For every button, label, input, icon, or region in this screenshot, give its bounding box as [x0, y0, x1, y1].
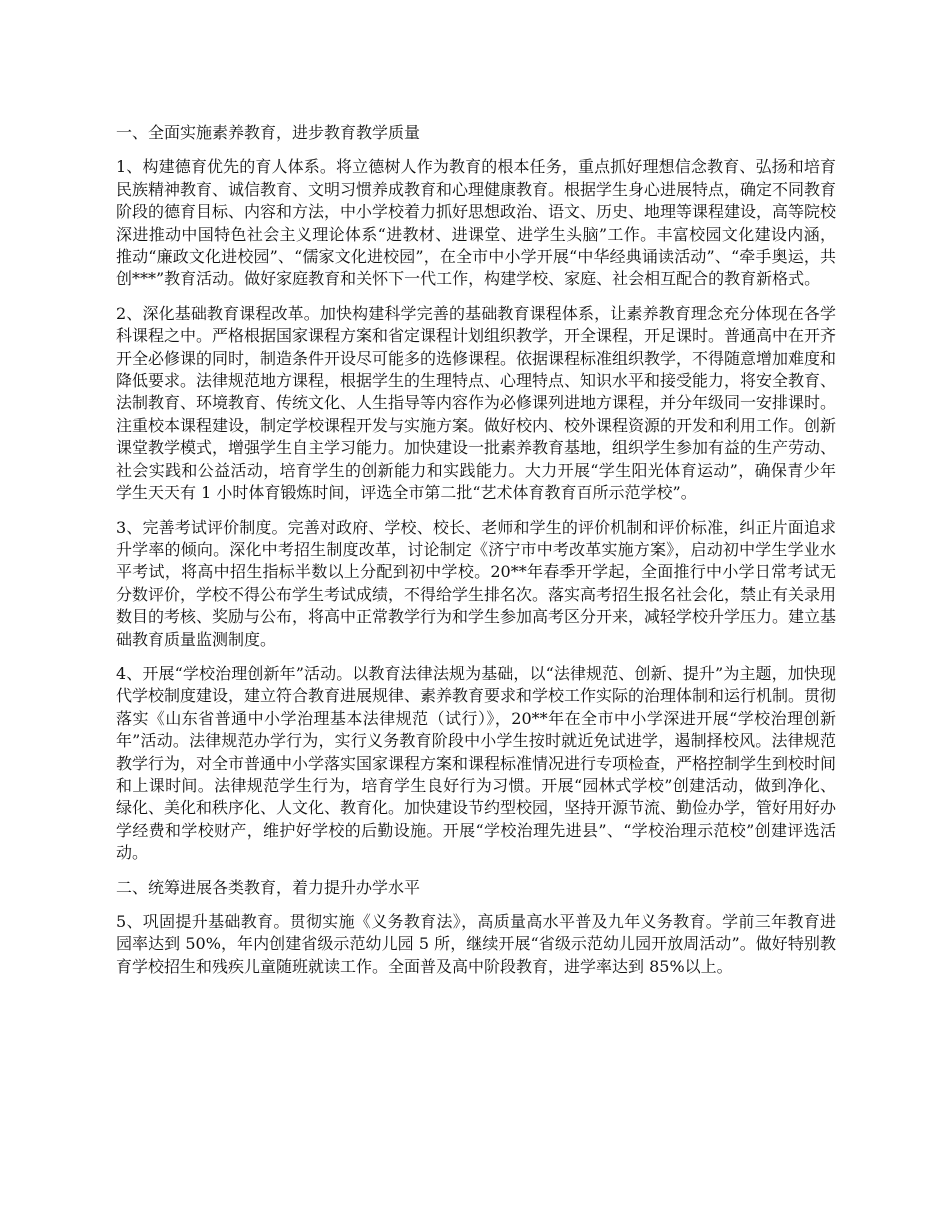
section-heading: 一、全面实施素养教育，进步教育教学质量 — [116, 123, 421, 142]
paragraph: 3、完善考试评价制度。完善对政府、学校、校长、老师和学生的评价机制和评价标准，纠正片面追求升学率的倾向。深化中考招生制度改革，讨论制定《济宁市中考改革实施方案》，启动初中学生学业水平考试，将高中招生指标半数以上分配到初中学校。20**年春季开学起，全面推行中小学日常考试无分数评价，学校不得公布学生考试成绩，不得给学生排名次。落实高考招生报名社会化，禁止有关录用数目的考核、奖励与公布，将高中正常教学行为和学生参加高考区分开来，减轻学校升学压力。建立基础教育质量监测制度。 — [116, 517, 837, 649]
paragraph: 2、深化基础教育课程改革。加快构建科学完善的基础教育课程体系，让素养教育理念充分体现在各学科课程之中。严格根据国家课程方案和省定课程计划组织教学，开全课程，开足课时。普通高中在开齐开全必修课的同时，制造条件开设尽可能多的选修课程。依据课程标准组织教学，不得随意增加难度和降低要求。法律规范地方课程，根据学生的生理特点、心理特点、知识水平和接受能力，将安全教育、法制教育、环境教育、传统文化、人生指导等内容作为必修课列进地方课程，并分年级同一安排课时。注重校本课程建设，制定学校课程开发与实施方案。做好校内、校外课程资源的开发和利用工作。创新课堂教学模式，增强学生自主学习能力。加快建设一批素养教育基地，组织学生参加有益的生产劳动、社会实践和公益活动，培育学生的创新能力和实践能力。大力开展“学生阳光体育运动”，确保青少年学生天天有 1 小时体育锻炼时间，评选全市第二批“艺术体育教育百所示范学校”。 — [116, 303, 837, 503]
paragraph: 1、构建德育优先的育人体系。将立德树人作为教育的根本任务，重点抓好理想信念教育、弘扬和培育民族精神教育、诚信教育、文明习惯养成教育和心理健康教育。根据学生身心进展特点，确定不同教育阶段的德育目标、内容和方法，中小学校着力抓好思想政治、语文、历史、地理等课程建设，高等院校深进推动中国特色社会主义理论体系“进教材、进课堂、进学生头脑”工作。丰富校园文化建设内涵，推动“廉政文化进校园”、“儒家文化进校园”，在全市中小学开展“中华经典诵读活动”、“牵手奥运，共创***”教育活动。做好家庭教育和关怀下一代工作，构建学校、家庭、社会相互配合的教育新格式。 — [116, 157, 837, 289]
document-page — [116, 122, 836, 990]
section-heading: 二、统筹进展各类教育，着力提升办学水平 — [116, 877, 421, 897]
paragraph: 4、开展“学校治理创新年”活动。以教育法律法规为基础，以“法律规范、创新、提升”为主题，加快现代学校制度建设，建立符合教育进展规律、素养教育要求和学校工作实际的治理体制和运行机制。贯彻落实《山东省普通中小学治理基本法律规范（试行）》，20**年在全市中小学深进开展“学校治理创新年”活动。法律规范办学行为，实行义务教育阶段中小学生按时就近免试进学，遏制择校风。法律规范教学行为，对全市普通中小学落实国家课程方案和课程标准情况进行专项检查，严格控制学生到校时间和上课时间。法律规范学生行为，培育学生良好行为习惯。开展“园林式学校”创建活动，做到净化、绿化、美化和秩序化、人文化、教育化。加快建设节约型校园，坚持开源节流、勤俭办学，管好用好办学经费和学校财产，维护好学校的后勤设施。开展“学校治理先进县”、“学校治理示范校”创建评选活动。 — [116, 663, 837, 863]
paragraph: 5、巩固提升基础教育。贯彻实施《义务教育法》，高质量高水平普及九年义务教育。学前三年教育进园率达到 50%，年内创建省级示范幼儿园 5 所，继续开展“省级示范幼儿园开放周活动”。做好特别教育学校招生和残疾儿童随班就读工作。全面普及高中阶段教育，进学率达到 85%以上。 — [116, 912, 836, 976]
